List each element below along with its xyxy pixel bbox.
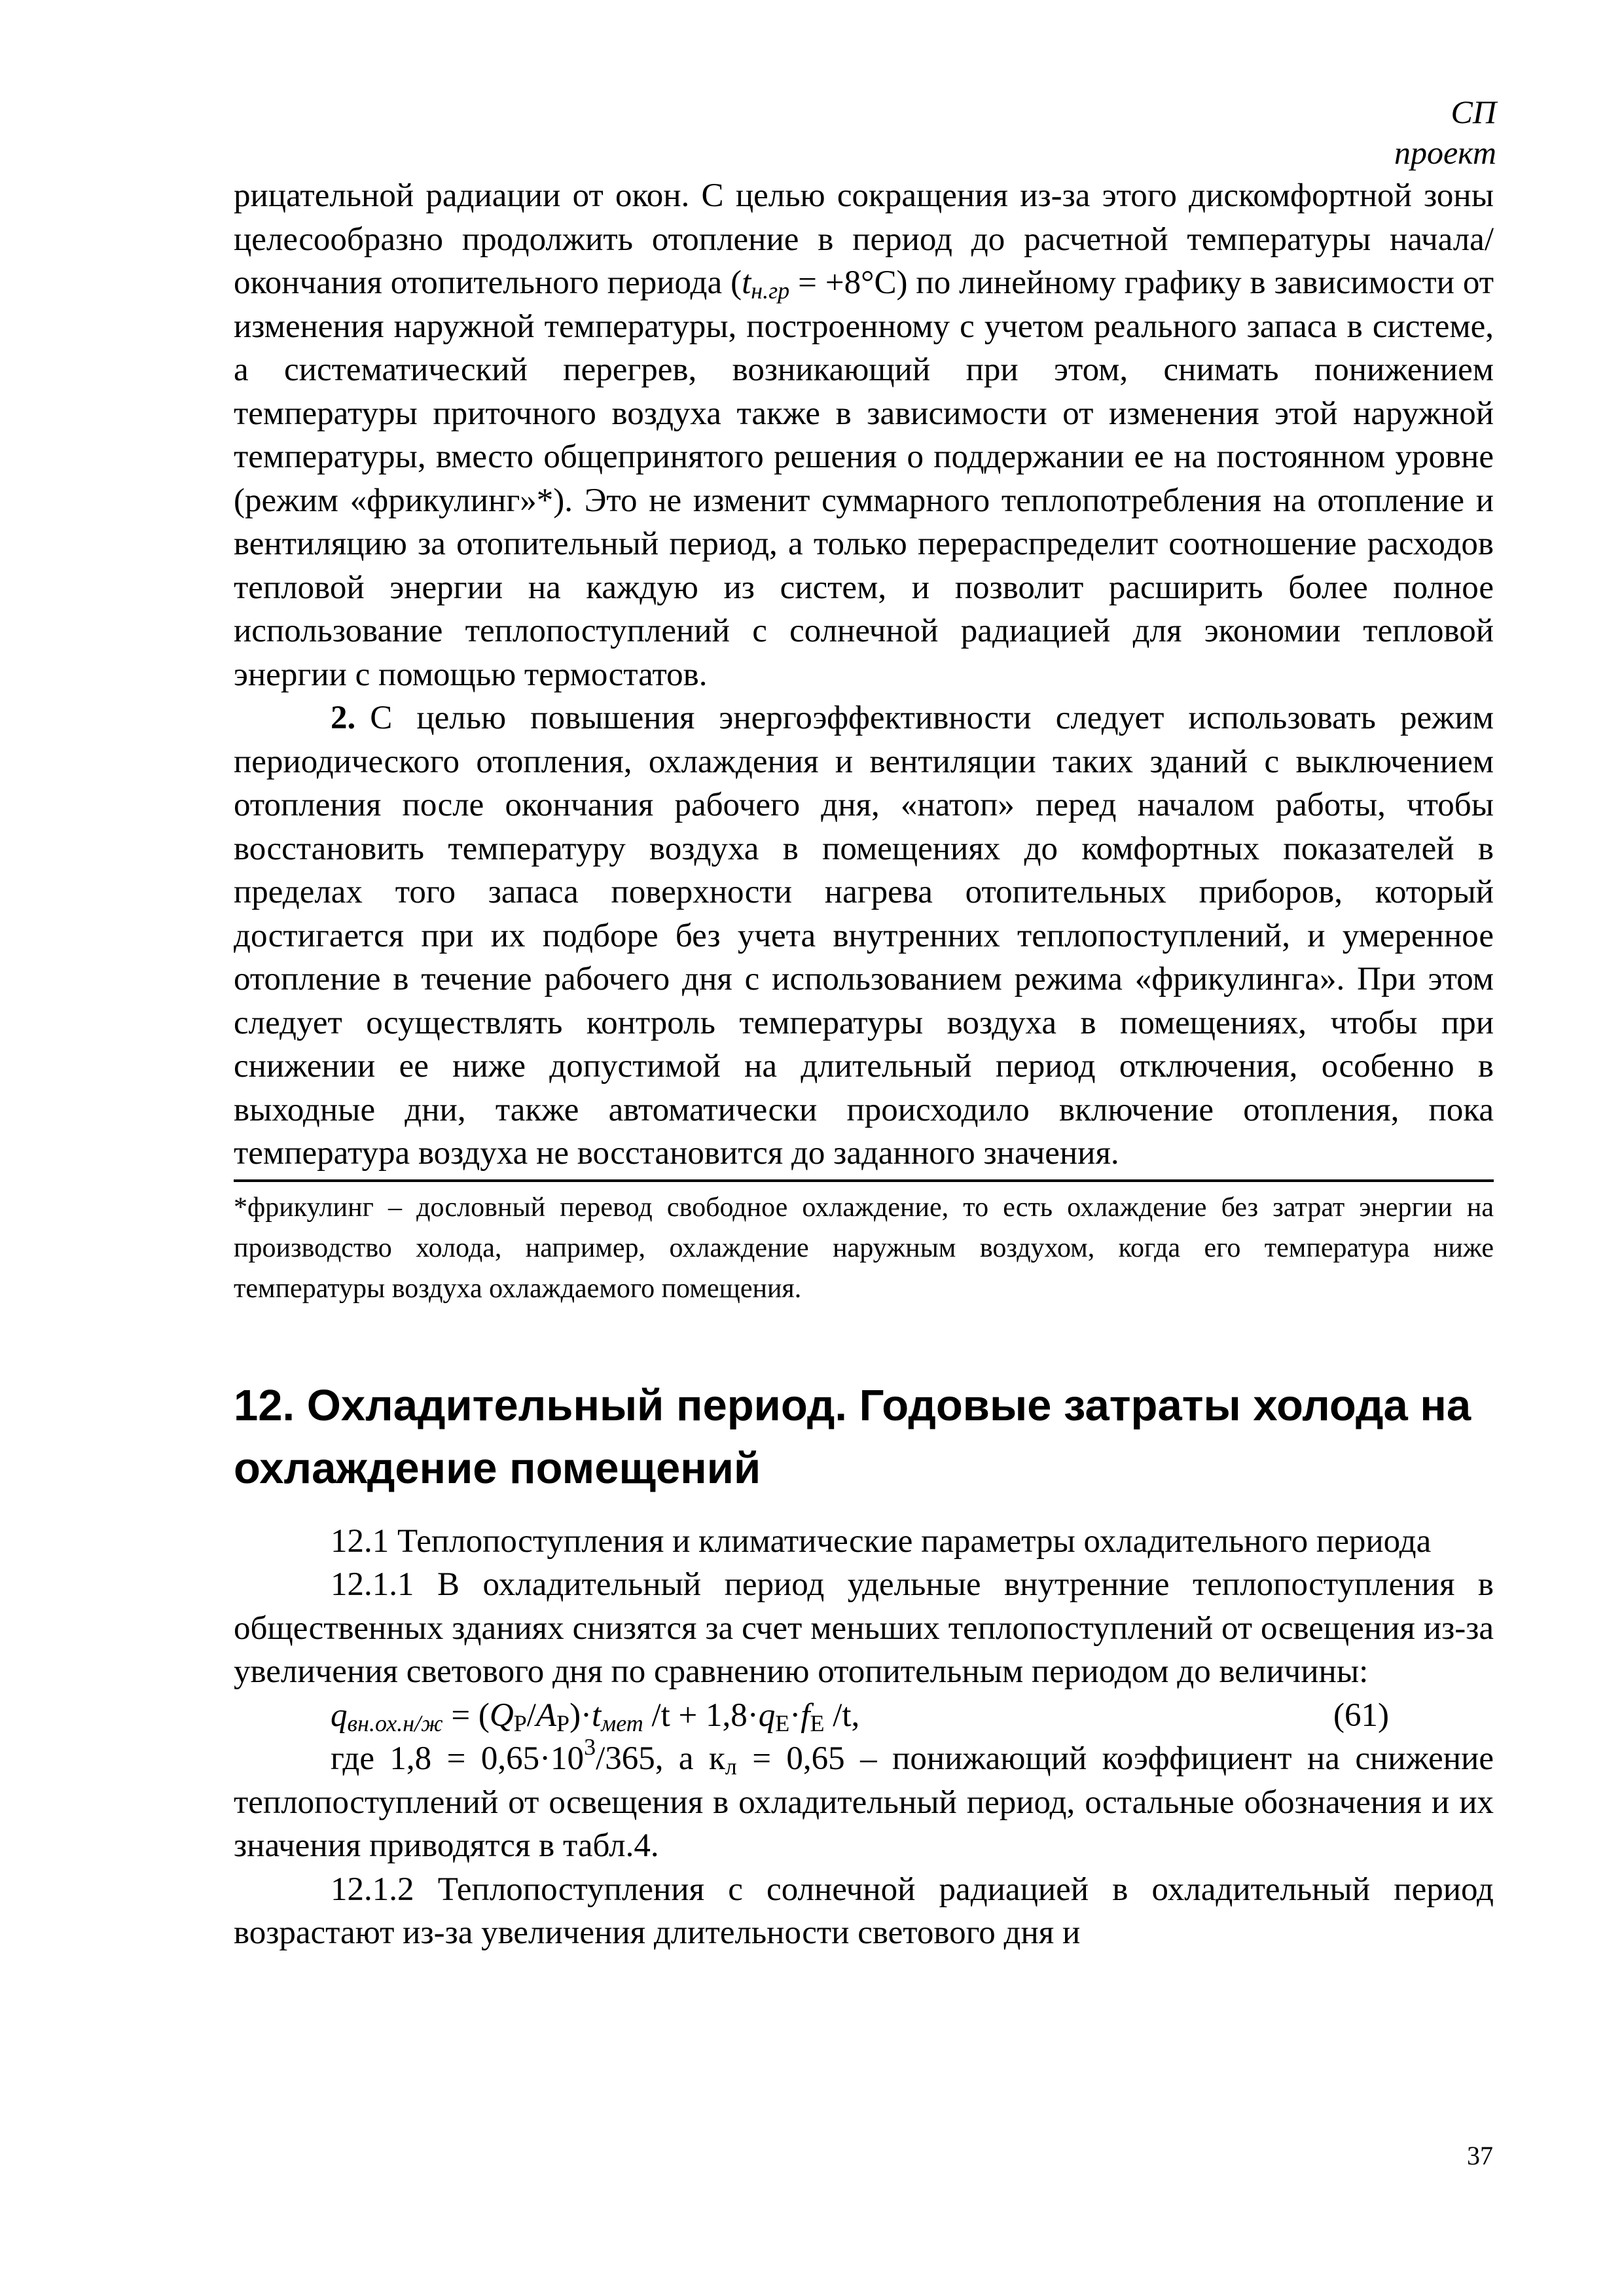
paragraph-12-1-1: 12.1.1 В охладительный период удельные внутренние теплопоступления в общественных зданиях снизятся за счет меньших теплопоступлений от освещения из-за увеличения светового дня по сравнению отопительным периодом до величины: — [234, 1566, 1494, 1690]
math-subscript: мет — [601, 1710, 643, 1736]
math-text: /t + 1,8· — [643, 1696, 759, 1734]
subsection-title: 12.1 Теплопоступления и климатические параметры охладительного периода — [331, 1522, 1432, 1560]
paragraph-text: где 1,8 = 0,65·10 — [331, 1740, 585, 1777]
math-text: /t, — [824, 1696, 860, 1734]
footnote-divider — [234, 1179, 1494, 1182]
math-symbol: t — [742, 264, 751, 301]
page-number: 37 — [1467, 2141, 1493, 2170]
math-subscript: н.гр — [751, 278, 790, 304]
running-header — [1394, 92, 1496, 173]
math-subscript: Р — [513, 1710, 527, 1736]
math-text: = ( — [442, 1696, 490, 1734]
math-symbol: f — [801, 1696, 810, 1734]
paragraph-continuation — [234, 174, 1494, 696]
paragraph-text: = +8°С) по линейному графику в зависимости от изменения наружной температуры, построенному с учетом реального запаса в системе, а систематический перегрев, возникающий при этом, снимать понижением температуры приточного воздуха также в зависимости от изменения этой наружной температуры, вместо общепринятого решения о поддержании ее на постоянном уровне (режим «фрикулинг»*). Это не изменит суммарного теплопотребления на отопление и вентиляцию за отопительный период, а только перераспределит соотношение расходов тепловой энергии на каждую из систем, и позволит расширить более полное использование теплопоступлений с солнечной радиацией для экономии тепловой энергии с помощью термостатов. — [234, 264, 1494, 693]
item-number: 2. — [331, 700, 356, 736]
math-subscript: вн.ох.н/ж — [347, 1710, 443, 1736]
formula-61 — [234, 1694, 1494, 1738]
paragraph-item-2 — [234, 696, 1494, 1175]
math-symbol: A — [535, 1696, 557, 1734]
paragraph-text: /365, а к — [596, 1740, 725, 1777]
equation-number: (61) — [1333, 1696, 1389, 1734]
math-text: / — [526, 1696, 536, 1734]
math-text: )· — [569, 1696, 592, 1734]
paragraph-text: рицательной радиации от окон. С целью сокращения из-за этого дискомфортной зоны целесообразно продолжить отопление в период до расчетной температуры начала/окончания отопительного периода ( — [234, 177, 1494, 301]
header-code: СП — [1451, 94, 1496, 130]
math-subscript: Е — [775, 1710, 790, 1736]
math-subscript: Е — [810, 1710, 825, 1736]
paragraph-text: С целью повышения энергоэффективности следует использовать режим периодического отопления, охлаждения и вентиляции таких зданий с выключением отопления после окончания рабочего дня, «натоп» перед началом работы, чтобы восстановить температуру воздуха в помещениях до комфортных показателей в пределах того запаса поверхности нагрева отопительных приборов, который достигается при их подборе без учета внутренних теплопоступлений, и умеренное отопление в течение рабочего дня с использованием режима «фрикулинга». При этом следует осуществлять контроль температуры воздуха в помещениях, чтобы при снижении ее ниже допустимой на длительный период отключения, особенно в выходные дни, также автоматически происходило включение отопления, пока температура воздуха не восстановится до заданного значения. — [234, 700, 1494, 1172]
math-subscript: Р — [556, 1710, 570, 1736]
math-symbol: Q — [489, 1696, 514, 1734]
paragraph-text: = 0,65 – понижающий коэффициент на снижение теплопоступлений от освещения в охладительный период, остальные обозначения и их значения приводятся в табл.4. — [234, 1740, 1494, 1864]
math-superscript: 3 — [584, 1734, 596, 1760]
header-status: проект — [1394, 134, 1496, 171]
paragraph-12-1-2: 12.1.2 Теплопоступления с солнечной радиацией в охладительный период возрастают из-за увеличения длительности светового дня и — [234, 1871, 1494, 1951]
math-text: · — [789, 1696, 801, 1734]
formula-explanation — [234, 1734, 1494, 1868]
math-symbol: t — [592, 1696, 602, 1734]
math-symbol: q — [331, 1696, 348, 1734]
footnote: *фрикулинг – дословный перевод свободное охлаждение, то есть охлаждение без затрат энергии на производство холода, например, охлаждение наружным воздухом, когда его температура ниже температуры воздуха охлаждаемого помещения. — [234, 1192, 1494, 1304]
math-subscript: л — [725, 1753, 737, 1780]
page-body — [234, 174, 1494, 1955]
section-heading: 12. Охладительный период. Годовые затраты холода на охлаждение помещений — [234, 1380, 1471, 1493]
math-symbol: q — [758, 1696, 776, 1734]
